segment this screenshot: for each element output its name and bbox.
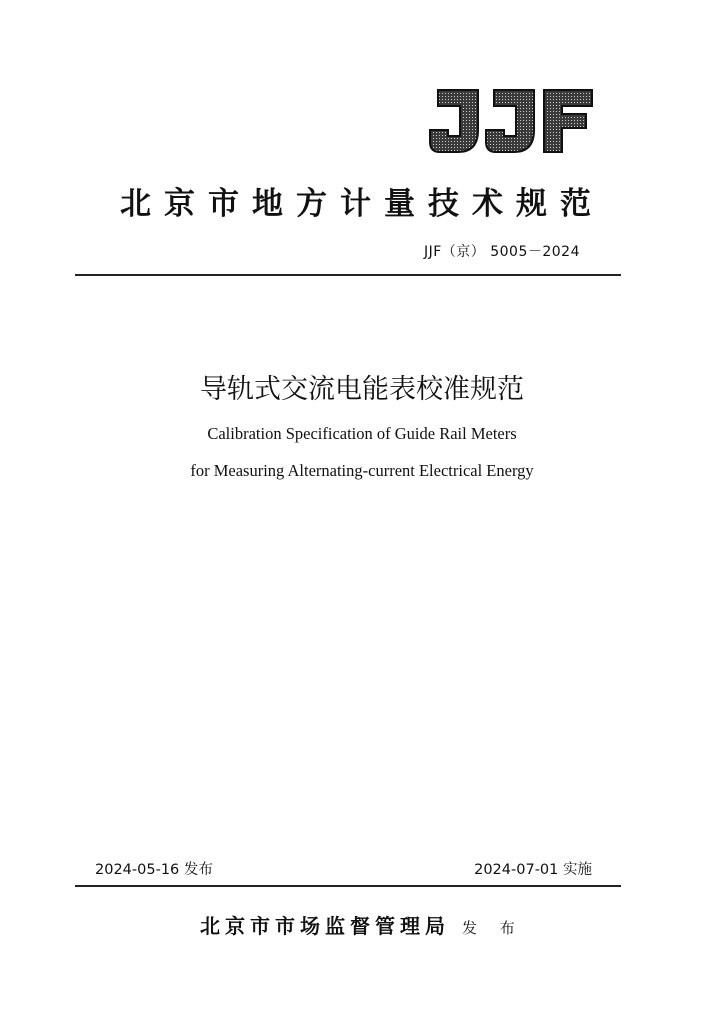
document-title-english-line2: for Measuring Alternating-current Electrical Energy (190, 461, 534, 480)
bottom-divider (75, 885, 621, 887)
top-divider (75, 274, 621, 276)
standard-code: JJF（京） 5005－2024 (423, 244, 580, 260)
publisher-suffix: 发 布 (462, 919, 524, 937)
implementation-date: 2024-07-01 实施 (474, 862, 592, 878)
publisher-name: 北京市市场监督管理局 (200, 914, 450, 938)
document-title-english-line1: Calibration Specification of Guide Rail Meters (207, 424, 517, 443)
document-title-chinese: 导轨式交流电能表校准规范 (200, 374, 524, 405)
publisher (200, 910, 524, 939)
jjf-logo (426, 86, 596, 156)
series-title: 北京市地方计量技术规范 (120, 186, 604, 222)
issue-date: 2024-05-16 发布 (95, 862, 213, 878)
